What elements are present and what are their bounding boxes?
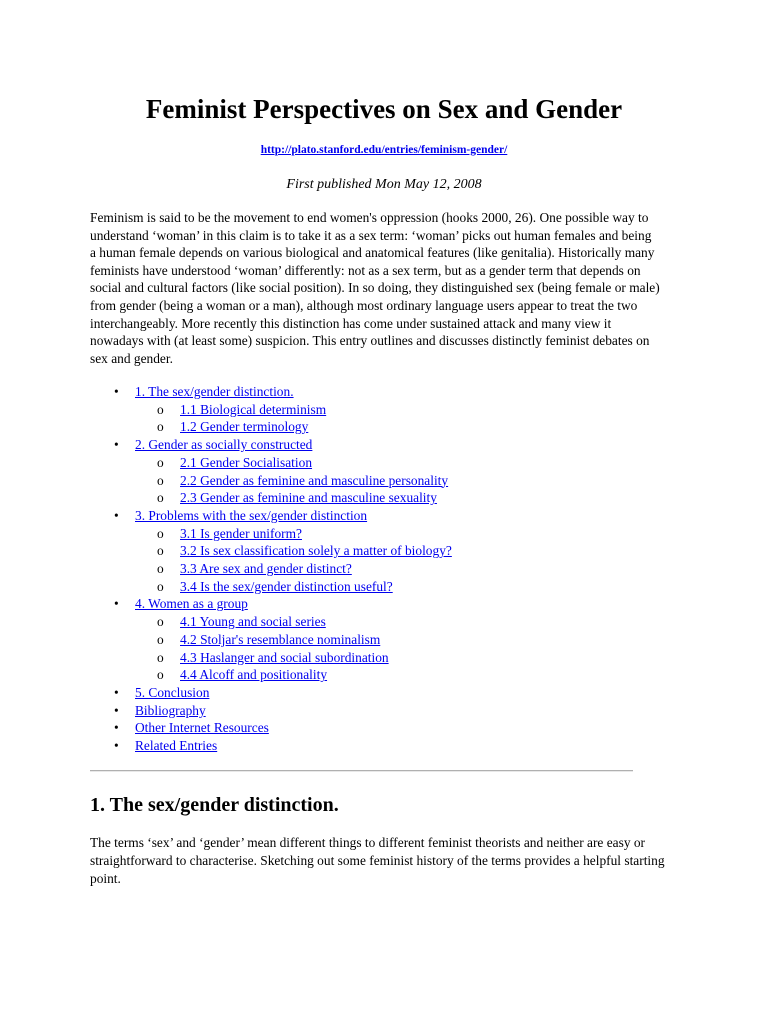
toc-subitem [135,472,452,490]
toc-subitem [135,454,452,472]
toc-link[interactable]: Bibliography [135,702,206,718]
toc-sublink[interactable]: 4.1 Young and social series [180,614,326,630]
toc-subitem [135,666,452,684]
toc-subitem [135,418,452,436]
intro-paragraph: Feminism is said to be the movement to end women's oppression (hooks 2000, 26). One possible way to understand ‘woman’ in this claim is to take it as a sex term: ‘woman’ picks out human females and being a human female depends on various biological and anatomical features (like genitalia). Historically many feminists have understood ‘woman’ differently: not as a sex term, but as a gender term that depends on social and cultural factors (like social position). In so doing, they distinguished sex (being female or male) from gender (being a woman or a man), although most ordinary language users appear to treat the two interchangeably. More recently this distinction has come under sustained attack and many view it nowadays with (at least some) suspicion. This entry outlines and discusses distinctly feminist debates on sex and gender. [90,210,660,366]
horizontal-divider [90,770,633,772]
toc-item [90,684,452,702]
toc-link[interactable]: 1. The sex/gender distinction. [135,384,294,399]
toc-sublink[interactable]: 3.3 Are sex and gender distinct? [180,561,352,577]
toc-sublink[interactable]: 2.1 Gender Socialisation [180,454,313,470]
publication-date: First published Mon May 12, 2008 [286,177,482,192]
toc-sublink[interactable]: 1.2 Gender terminology [180,419,309,435]
toc-subitem [135,401,452,419]
toc-link[interactable]: 2. Gender as socially constructed [135,437,313,453]
toc-sublink[interactable]: 3.4 Is the sex/gender distinction useful? [180,578,393,594]
toc-subitem [135,613,452,631]
toc-sublink[interactable]: 1.1 Biological determinism [180,401,327,417]
toc-sublist [135,525,452,596]
toc-sublink[interactable]: 2.2 Gender as feminine and masculine personality [180,472,449,488]
page-title: Feminist Perspectives on Sex and Gender [145,94,623,124]
toc-link[interactable]: Other Internet Resources [135,720,269,736]
toc-sublink[interactable]: 2.3 Gender as feminine and masculine sexuality [180,490,437,506]
toc-link[interactable]: 4. Women as a group [135,596,248,612]
toc-sublink[interactable]: 3.1 Is gender uniform? [180,525,302,541]
toc-sublink[interactable]: 4.2 Stoljar's resemblance nominalism [180,631,381,647]
toc-subitem [135,560,452,578]
toc-link[interactable]: Related Entries [135,738,218,754]
toc-item [90,737,452,755]
source-url-link[interactable]: http://plato.stanford.edu/entries/feminism-gender/ [260,144,508,156]
toc-subitem [135,489,452,507]
table-of-contents [90,383,452,755]
toc-link[interactable]: 3. Problems with the sex/gender distinction [135,507,368,523]
toc-link[interactable]: 5. Conclusion [135,684,210,700]
toc-subitem [135,578,452,596]
section-heading: 1. The sex/gender distinction. [90,794,339,816]
toc-sublist [135,613,452,684]
toc-item [90,436,452,507]
toc-item [90,383,452,436]
toc-subitem [135,525,452,543]
toc-subitem [135,542,452,560]
toc-item [90,507,452,596]
section-paragraph: The terms ‘sex’ and ‘gender’ mean different things to different feminist theorists and neither are easy or straightforward to characterise. Sketching out some feminist history of the terms provides a helpful starting point. [90,835,665,886]
toc-item [90,595,452,684]
toc-subitem [135,631,452,649]
toc-sublist [135,454,452,507]
toc-item [90,719,452,737]
toc-item [90,702,452,720]
toc-sublink[interactable]: 4.3 Haslanger and social subordination [180,649,389,665]
toc-sublink[interactable]: 4.4 Alcoff and positionality [180,667,328,683]
toc-sublink[interactable]: 3.2 Is sex classification solely a matter of biology? [180,543,452,559]
toc-sublist [135,401,452,436]
toc-subitem [135,649,452,667]
source-url [90,142,678,158]
